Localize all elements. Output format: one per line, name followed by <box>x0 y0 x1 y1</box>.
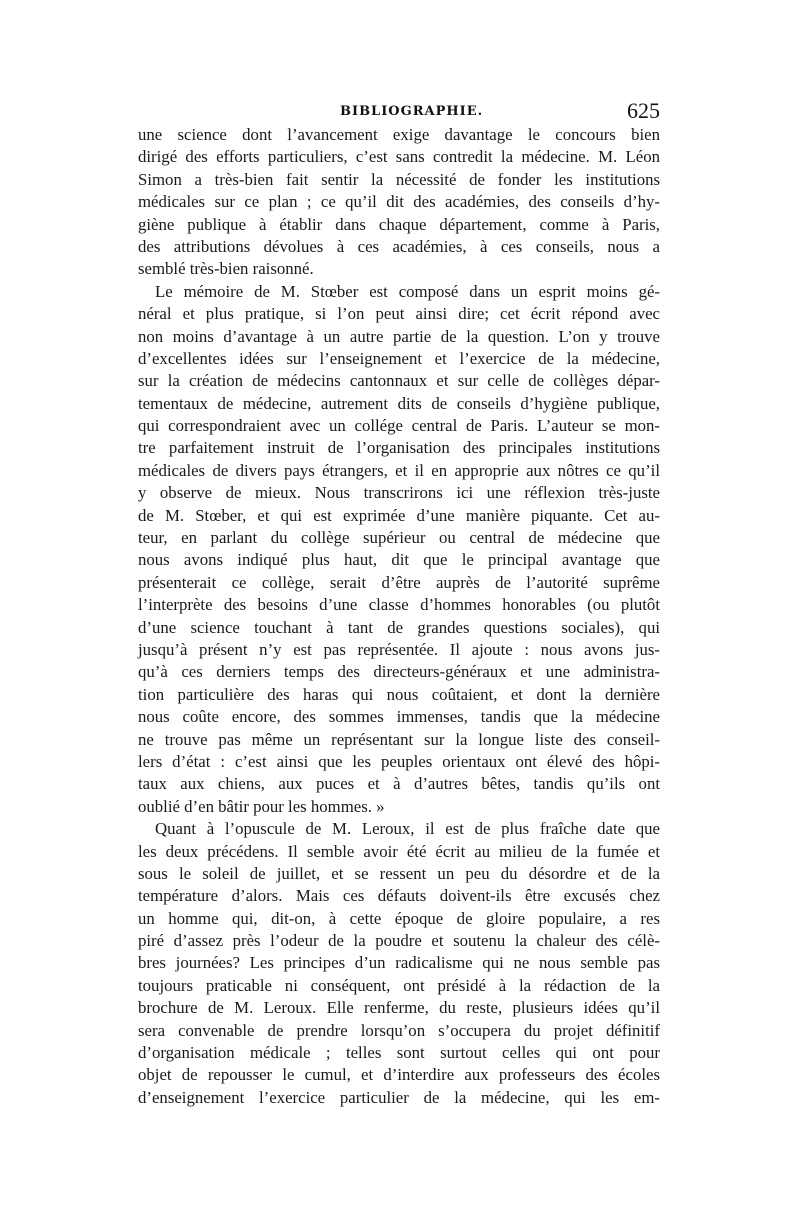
text-line: brochure de M. Leroux. Elle renferme, du reste, plusieurs idées qu’il <box>138 998 660 1018</box>
text-line: semblé très-bien raisonné. <box>138 259 314 279</box>
text-line: tion particulière des haras qui nous coûtaient, et dont la dernière <box>138 684 660 704</box>
text-line: lers d’état : c’est ainsi que les peuples orientaux ont élevé des hôpi- <box>138 751 660 771</box>
text-line: teur, en parlant du collège supérieur ou central de médecine que <box>138 528 660 548</box>
text-line: dirigé des efforts particuliers, c’est sans contredit la médecine. M. Léon <box>138 147 660 167</box>
text-line: tementaux de médecine, autrement dits de conseils d’hygiène publique, <box>138 393 660 413</box>
text-line: sera convenable de prendre lorsqu’on s’occupera du projet définitif <box>138 1020 660 1040</box>
text-line: bres journées? Les principes d’un radicalisme qui ne nous semble pas <box>138 953 660 973</box>
text-line: médicales sur ce plan ; ce qu’il dit des académies, des conseils d’hy- <box>138 192 660 212</box>
text-line: des attributions dévolues à ces académies, à ces conseils, nous a <box>138 236 660 256</box>
text-line: de M. Stœber, et qui est exprimée d’une manière piquante. Cet au- <box>138 505 660 525</box>
text-line: nous coûte encore, des sommes immenses, tandis que la médecine <box>138 707 660 727</box>
text-line: y observe de mieux. Nous transcrirons ici une réflexion très-juste <box>138 483 660 503</box>
text-line: toujours praticable ni conséquent, ont présidé à la rédaction de la <box>138 975 660 995</box>
text-line: Quant à l’opuscule de M. Leroux, il est de plus fraîche date que <box>155 819 660 839</box>
text-line: qui correspondraient avec un collége central de Paris. L’auteur se mon- <box>138 416 660 436</box>
text-line: un homme qui, dit-on, à cette époque de gloire populaire, a res <box>138 908 660 928</box>
text-line: ne trouve pas même un représentant sur la longue liste des conseil- <box>138 729 660 749</box>
text-line: qu’à ces derniers temps des directeurs-généraux et une administra- <box>138 662 660 682</box>
text-line: l’interprète des besoins d’une classe d’hommes honorables (ou plutôt <box>138 595 660 615</box>
text-line: nous avons indiqué plus haut, dit que le principal avantage que <box>138 550 660 570</box>
text-line: néral et plus pratique, si l’on peut ainsi dire; cet écrit répond avec <box>138 304 660 324</box>
text-line: médicales de divers pays étrangers, et il en approprie aux nôtres ce qu’il <box>138 460 660 480</box>
text-line: sous le soleil de juillet, et se ressent un peu du désordre et de la <box>138 863 660 883</box>
text-line: Le mémoire de M. Stœber est composé dans un esprit moins gé- <box>155 281 660 301</box>
text-line: objet de repousser le cumul, et d’interdire aux professeurs des écoles <box>138 1065 660 1085</box>
text-line: giène publique à établir dans chaque département, comme à Paris, <box>138 214 660 234</box>
text-line: sur la création de médecins cantonnaux et sur celle de collèges dépar- <box>138 371 660 391</box>
text-line: d’enseignement l’exercice particulier de la médecine, qui les em- <box>138 1087 660 1107</box>
text-line: température d’alors. Mais ces défauts doivent-ils être excusés chez <box>138 886 660 906</box>
text-line: piré d’assez près l’odeur de la poudre et soutenu la chaleur des célè- <box>138 931 660 951</box>
text-line: oublié d’en bâtir pour les hommes. » <box>138 796 385 816</box>
running-title: BIBLIOGRAPHIE. <box>340 104 484 119</box>
text-line: d’excellentes idées sur l’enseignement et l’exercice de la médecine, <box>138 348 660 368</box>
page-number: 625 <box>627 98 660 123</box>
text-line: d’organisation médicale ; telles sont surtout celles qui ont pour <box>138 1043 660 1063</box>
text-line: les deux précédens. Il semble avoir été écrit au milieu de la fumée et <box>138 841 660 861</box>
text-line: taux aux chiens, aux puces et à d’autres bêtes, tandis qu’ils ont <box>138 774 660 794</box>
text-line: une science dont l’avancement exige davantage le concours bien <box>138 125 660 144</box>
text-line: non moins d’avantage à un autre partie de la question. L’on y trouve <box>138 326 660 346</box>
text-line: jusqu’à présent n’y est pas représentée. Il ajoute : nous avons jus- <box>138 639 660 659</box>
text-line: tre parfaitement instruit de l’organisation des principales institutions <box>138 438 660 458</box>
text-line: Simon a très-bien fait sentir la nécessité de fonder les institutions <box>138 169 660 189</box>
body-text <box>138 124 660 1109</box>
text-line: d’une science touchant à tant de grandes questions sociales), qui <box>138 617 660 637</box>
text-line: présenterait ce collège, serait d’être auprès de l’autorité suprême <box>138 572 660 592</box>
